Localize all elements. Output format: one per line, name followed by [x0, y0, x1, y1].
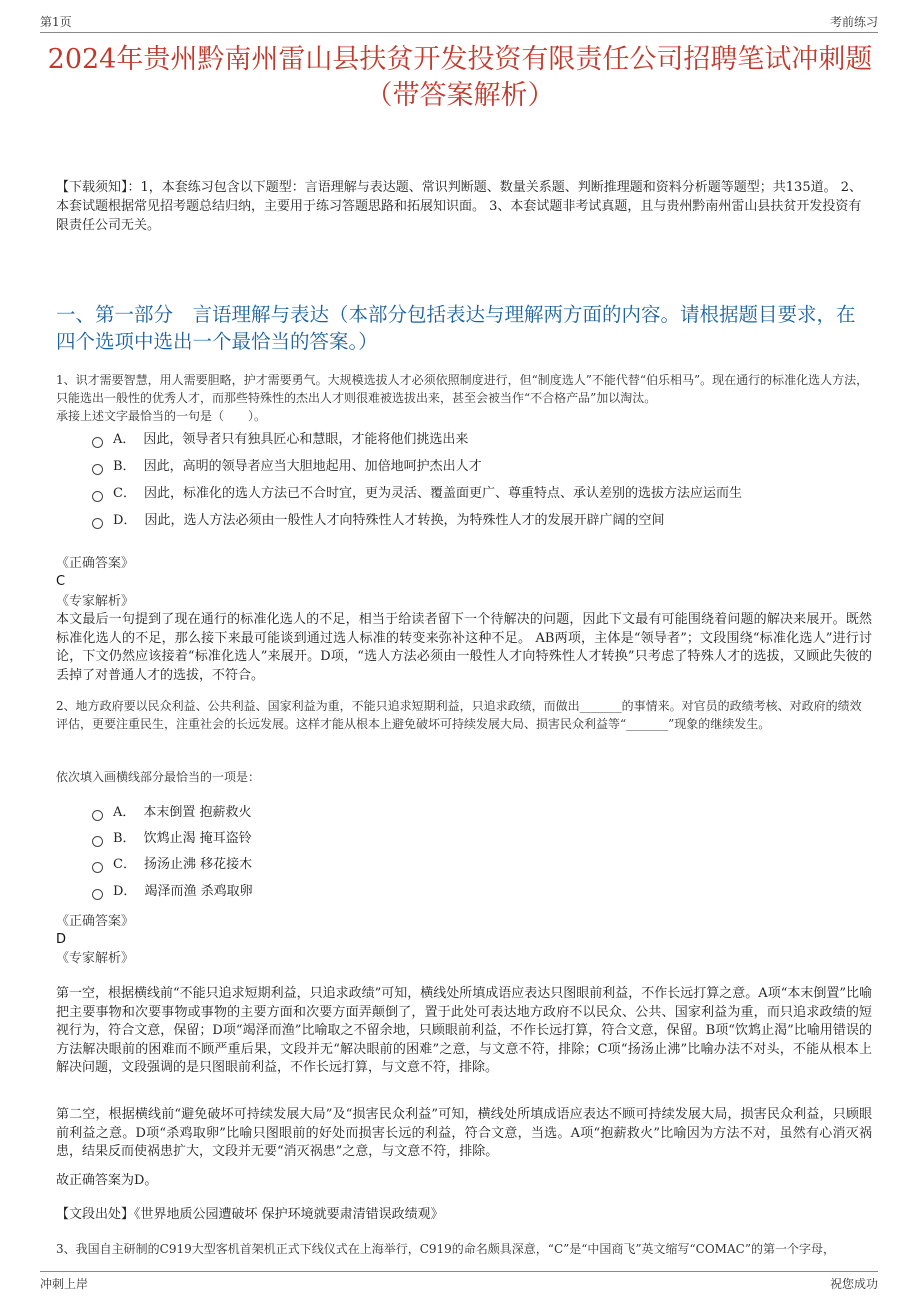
- page-footer: [40, 1271, 878, 1292]
- question-2-option-b[interactable]: [92, 829, 872, 849]
- footer-left: 冲刺上岸: [40, 1276, 89, 1291]
- question-1-option-c[interactable]: [92, 484, 872, 504]
- option-letter: D．: [113, 513, 137, 528]
- page-header: [40, 12, 878, 33]
- question-1-option-a[interactable]: [92, 430, 872, 450]
- question-1-text: [56, 371, 872, 425]
- radio-icon[interactable]: [92, 464, 103, 475]
- question-3-stem: 3、我国自主研制的C919大型客机首架机正式下线仪式在上海举行，C919的命名颇具深意，“C”是“中国商飞”英文缩写“COMAC”的第一个字母，: [56, 1242, 835, 1256]
- option-letter: B．: [113, 831, 136, 846]
- option-letter: B．: [113, 459, 136, 474]
- question-1-option-d[interactable]: [92, 511, 872, 531]
- option-text: 竭泽而渔 杀鸡取卵: [144, 884, 253, 899]
- radio-icon[interactable]: [92, 810, 103, 821]
- download-notice: 【下载须知】：1，本套练习包含以下题型：言语理解与表达题、常识判断题、数量关系题、判断推理题和资料分析题等题型；共135道。 2、本套试题根据常见招考题总结归纳，主要用于练习答题思路和拓展知识面。 3、本套试题非考试真题，且与贵州黔南州雷山县扶贫开发投资有限责任公司无关。: [56, 180, 862, 233]
- option-text: 因此，高明的领导者应当大胆地起用、加倍地呵护杰出人才: [143, 459, 482, 474]
- question-1-answer: C: [56, 574, 66, 589]
- option-text: 因此，标准化的选人方法已不合时宜，更为灵活、覆盖面更广、尊重特点、承认差别的选拔方法应运而生: [143, 486, 742, 501]
- section-title: 一、第一部分 言语理解与表达（本部分包括表达与理解两方面的内容。请根据题目要求，在四个选项中选出一个最恰当的答案。）: [56, 303, 856, 353]
- correct-answer-label: 《正确答案》: [56, 556, 135, 571]
- option-letter: A．: [113, 432, 136, 447]
- option-text: 本末倒置 抱薪救火: [143, 805, 252, 820]
- option-letter: D．: [113, 884, 137, 899]
- option-letter: A．: [113, 805, 136, 820]
- option-letter: C．: [113, 486, 136, 501]
- option-text: 扬汤止沸 移花接木: [143, 857, 253, 872]
- option-letter: C．: [113, 857, 136, 872]
- radio-icon[interactable]: [92, 862, 103, 873]
- radio-icon[interactable]: [92, 437, 103, 448]
- question-2-source: 【文段出处】《世界地质公园遭破坏 保护环境就要肃清错误政绩观》: [56, 1207, 444, 1222]
- question-2-option-c[interactable]: [92, 855, 872, 875]
- question-2-analysis-first-blank: 第一空，根据横线前“不能只追求短期利益，只追求政绩”可知，横线处所填成语应表达只图眼前利益，不作长远打算之意。A项“本末倒置”比喻把主要事物和次要事物或事物的主要方面和次要方面弄颠倒了，置于此处可表达地方政府不以民众、公共、国家利益为重，而只追求政绩的短视行为，符合文意，保留；D项“竭泽而渔”比喻取之不留余地，只顾眼前利益，不作长远打算，符合文意，保留。B项“饮鸩止渴”比喻用错误的方法解决眼前的困难而不顾严重后果，文段并无“解决眼前的困难”之意，与文意不符，排除；C项“扬汤止沸”比喻办法不对头，不能从根本上解决问题，文段强调的是只图眼前利益，不作长远打算，与文意不符，排除。: [56, 986, 872, 1075]
- correct-answer-label: 《正确答案》: [56, 914, 135, 929]
- question-1-analysis: 本文最后一句提到了现在通行的标准化选人的不足，相当于给读者留下一个待解决的问题，因此下文最有可能围绕着问题的解决来展开。既然标准化选人的不足，那么接下来最可能谈到通过选人标准的转变来弥补这种不足。 AB两项，主体是“领导者”；文段围绕“标准化选人”进行讨论，下文仍然应该接着“标准化选人”来展开。D项，“选人方法必须由一般性人才向特殊性人才转换”只考虑了特殊人才的选拔，又顾此失彼的丢掉了对普通人才的选拔，不符合。: [56, 612, 872, 683]
- option-text: 因此，领导者只有独具匠心和慧眼，才能将他们挑选出来: [143, 432, 469, 447]
- question-2-prompt: 依次填入画横线部分最恰当的一项是：: [56, 770, 261, 784]
- option-text: 饮鸩止渴 掩耳盗铃: [143, 831, 252, 846]
- question-2-option-a[interactable]: [92, 803, 872, 823]
- option-text: 因此，选人方法必须由一般性人才向特殊性人才转换，为特殊性人才的发展开辟广阔的空间: [144, 513, 665, 528]
- question-2-conclusion: 故正确答案为D。: [56, 1173, 158, 1188]
- document-title: 2024年贵州黔南州雷山县扶贫开发投资有限责任公司招聘笔试冲刺题（带答案解析）: [47, 44, 873, 111]
- question-1-stem: 1、识才需要智慧，用人需要胆略，护才需要勇气。大规模选拔人才必须依照制度进行，但“制度选人”不能代替“伯乐相马”。现在通行的标准化选人方法，只能选出一般性的优秀人才，而那些特殊性的杰出人才则很难被选拔出来，甚至会被当作“不合格产品”加以淘汰。: [56, 373, 869, 405]
- expert-analysis-label: 《专家解析》: [56, 594, 135, 609]
- footer-right: 祝您成功: [829, 1276, 878, 1291]
- question-1-option-b[interactable]: [92, 457, 872, 477]
- question-2-stem: 2、地方政府要以民众利益、公共利益、国家利益为重，不能只追求短期利益，只追求政绩，而做出_______的事情来。对官员的政绩考核、对政府的绩效评估，更要注重民生，注重社会的长远发展。这样才能从根本上避免破坏可持续发展大局、损害民众利益等“_______”现象的继续发生。: [56, 699, 862, 731]
- question-1-prompt: 承接上述文字最恰当的一句是（ ）。: [56, 409, 267, 423]
- question-2-option-d[interactable]: [92, 882, 872, 902]
- expert-analysis-label: 《专家解析》: [56, 951, 135, 966]
- header-label: 考前练习: [829, 14, 878, 29]
- radio-icon[interactable]: [92, 518, 103, 529]
- page-number: 第1页: [40, 14, 72, 29]
- question-2-analysis-second-blank: 第二空，根据横线前“避免破坏可持续发展大局”及“损害民众利益”可知，横线处所填成语应表达不顾可持续发展大局，损害民众利益，只顾眼前利益之意。D项“杀鸡取卵”比喻只图眼前的好处而损害长远的利益，符合文意，当选。A项“抱薪救火”比喻因为方法不对，虽然有心消灭祸患，结果反而使祸患扩大，文段并无要“消灭祸患”之意，与文意不符，排除。: [56, 1107, 872, 1159]
- radio-icon[interactable]: [92, 889, 103, 900]
- radio-icon[interactable]: [92, 491, 103, 502]
- question-2-answer: D: [56, 932, 67, 947]
- radio-icon[interactable]: [92, 836, 103, 847]
